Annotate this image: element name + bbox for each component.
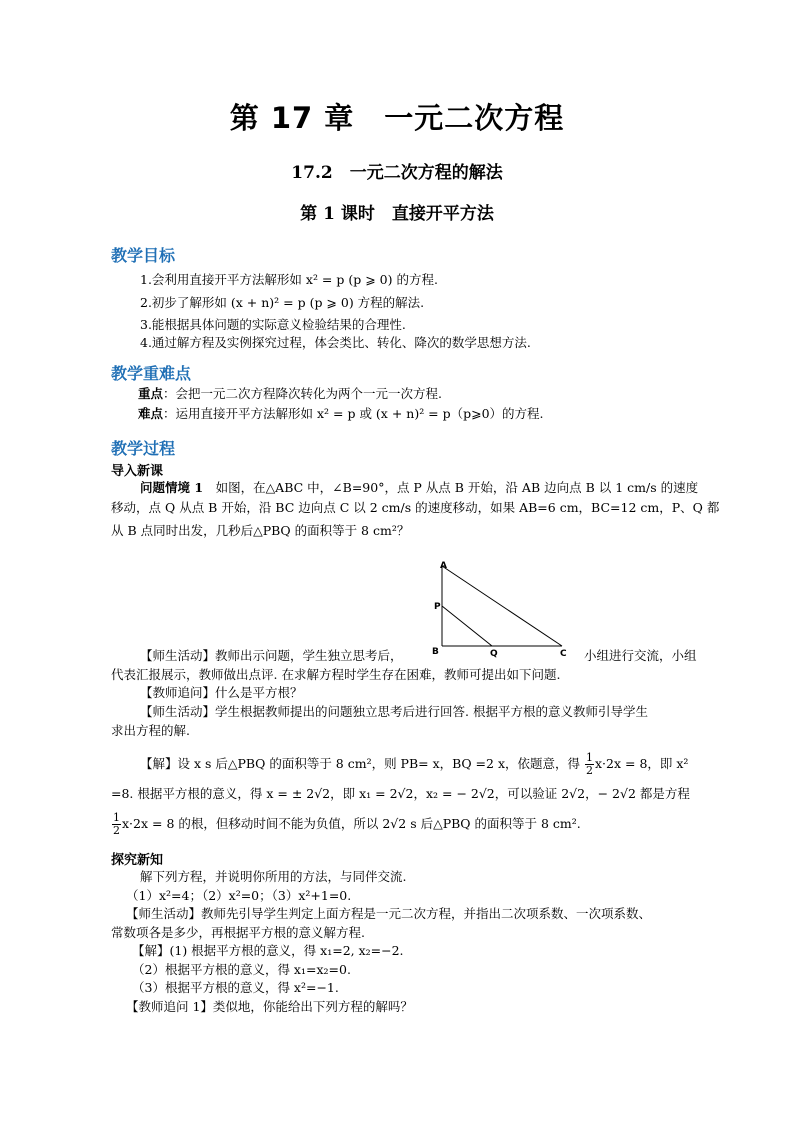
point-b-label: B	[432, 647, 439, 657]
difficult-label: 难点	[138, 406, 164, 421]
activity-line: 代表汇报展示，教师做出点评. 在求解方程时学生存在困难，教师可提出如下问题.	[111, 667, 561, 682]
key-label: 重点	[138, 386, 164, 401]
scenario-text: 如图，在△ABC 中，∠B=90°，点 P 从点 B 开始，沿 AB 边向点 B 以 1 cm/s 的速度	[203, 480, 699, 495]
fraction-denominator: 2	[113, 824, 120, 837]
fraction-half	[585, 752, 594, 777]
chapter-title: 第 17 章 一元二次方程	[229, 101, 565, 135]
fraction-denominator: 2	[586, 764, 593, 777]
activity-line: 【师生活动】教师出示问题，学生独立思考后，	[140, 648, 403, 663]
scenario-line: 移动，点 Q 从点 B 开始，沿 BC 边向点 C 以 2 cm/s 的速度移动，如果 AB=6 cm，BC=12 cm，P、Q 都	[111, 500, 720, 515]
scenario-line	[140, 480, 698, 496]
teacher-ask: 【教师追问 1】类似地，你能给出下列方程的解吗？	[126, 999, 413, 1014]
explore-line: 【解】(1) 根据平方根的意义，得 x₁=2, x₂=−2.	[132, 943, 404, 958]
key-point	[138, 386, 442, 402]
solution-line: =8. 根据平方根的意义，得 x = ± 2√2，即 x₁ = 2√2，x₂ = − 2√2，可以验证 2√2，− 2√2 都是方程	[111, 786, 690, 801]
segment-pq	[442, 606, 492, 646]
fraction-numerator: 1	[113, 811, 120, 824]
scenario-line: 从 B 点同时出发，几秒后△PBQ 的面积等于 8 cm²？	[111, 523, 410, 538]
explore-line: 解下列方程，并说明你所用的方法，与同伴交流.	[140, 869, 407, 884]
goals-heading: 教学目标	[111, 246, 176, 265]
side-ac	[442, 566, 562, 646]
goal-item: 3.能根据具体问题的实际意义检验结果的合理性.	[140, 317, 406, 332]
point-c-label: C	[560, 649, 567, 658]
section-title: 17.2 一元二次方程的解法	[291, 163, 503, 183]
explore-line: 常数项各是多少，再根据平方根的意义解方程.	[111, 925, 365, 940]
solution-line	[140, 752, 688, 777]
explore-line: 【师生活动】教师先引导学生判定上面方程是一元二次方程，并指出二次项系数、一次项系数、	[126, 906, 652, 921]
solution-line	[111, 812, 581, 837]
lesson-title: 第 1 课时 直接开平方法	[300, 204, 494, 224]
process-heading: 教学过程	[111, 439, 176, 458]
solution-text: 【解】设 x s 后△PBQ 的面积等于 8 cm²，则 PB= x，BQ =2 x，依题意，得	[140, 756, 581, 771]
goal-item: 4.通过解方程及实例探究过程，体会类比、转化、降次的数学思想方法.	[140, 335, 531, 350]
teacher-ask: 【教师追问】什么是平方根？	[140, 685, 303, 700]
difficult-point	[138, 406, 544, 422]
intro-heading: 导入新课	[111, 464, 164, 479]
scenario-label: 问题情境 1	[140, 480, 204, 495]
triangle-figure	[430, 558, 580, 658]
difficult-text: ：运用直接开平方法解形如 x² = p 或 (x + n)² = p（p⩾0）的方程.	[163, 406, 544, 421]
goal-item: 1.会利用直接开平方法解形如 x² = p (p ⩾ 0) 的方程.	[140, 272, 438, 287]
solution-text: x·2x = 8，即 x²	[595, 756, 689, 771]
keypoints-heading: 教学重难点	[111, 364, 192, 383]
explore-line: （2）根据平方根的意义，得 x₁=x₂=0.	[132, 962, 351, 977]
solution-text: x·2x = 8 的根，但移动时间不能为负值，所以 2√2 s 后△PBQ 的面积等于 8 cm².	[122, 816, 581, 831]
activity-line: 小组进行交流，小组	[584, 648, 697, 663]
key-text: ：会把一元二次方程降次转化为两个一元一次方程.	[163, 386, 442, 401]
activity-line: 求出方程的解.	[111, 723, 190, 738]
goal-item: 2.初步了解形如 (x + n)² = p (p ⩾ 0) 方程的解法.	[140, 295, 425, 310]
point-p-label: P	[434, 602, 441, 612]
explore-heading: 探究新知	[111, 853, 164, 868]
explore-line: （3）根据平方根的意义，得 x²=−1.	[132, 980, 339, 995]
activity-line: 【师生活动】学生根据教师提出的问题独立思考后进行回答. 根据平方根的意义教师引导学生	[140, 704, 648, 719]
point-a-label: A	[440, 561, 447, 571]
fraction-numerator: 1	[586, 751, 593, 764]
explore-line: （1）x²=4；（2）x²=0；（3）x²+1=0.	[126, 888, 352, 903]
fraction-half	[112, 812, 121, 837]
point-q-label: Q	[490, 649, 498, 658]
